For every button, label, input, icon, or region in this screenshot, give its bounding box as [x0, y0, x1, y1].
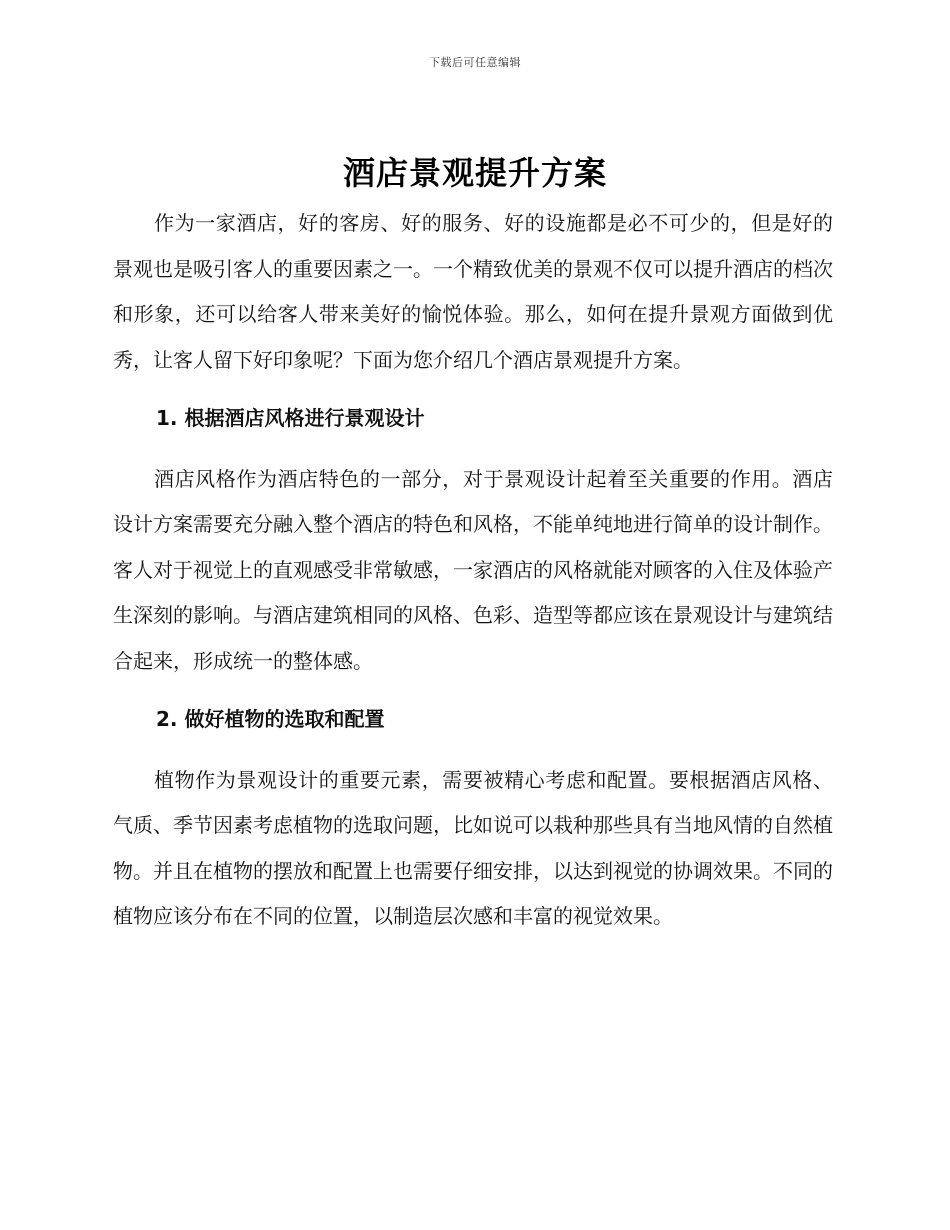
section-2-paragraph: 植物作为景观设计的重要元素，需要被精心考虑和配置。要根据酒店风格、气质、季节因素考虑植物的选取问题，比如说可以栽种那些具有当地风情的自然植物。并且在植物的摆放和配置上也需要仔细安排，以达到视觉的协调效果。不同的植物应该分布在不同的位置，以制造层次感和丰富的视觉效果。 — [113, 767, 833, 928]
section-1-heading: 1. 根据酒店风格进行景观设计 — [156, 406, 425, 430]
document-title: 酒店景观提升方案 — [342, 154, 607, 192]
document-body — [113, 201, 833, 940]
section-2-heading: 2. 做好植物的选取和配置 — [156, 707, 385, 731]
section-1-paragraph: 酒店风格作为酒店特色的一部分，对于景观设计起着至关重要的作用。酒店设计方案需要充分融入整个酒店的特色和风格，不能单纯地进行简单的设计制作。客人对于视觉上的直观感受非常敏感，一家酒店的风格就能对顾客的入住及体验产生深刻的影响。与酒店建筑相同的风格、色彩、造型等都应该在景观设计与建筑结合起来，形成统一的整体感。 — [113, 466, 833, 673]
intro-paragraph: 作为一家酒店，好的客房、好的服务、好的设施都是必不可少的，但是好的景观也是吸引客人的重要因素之一。一个精致优美的景观不仅可以提升酒店的档次和形象，还可以给客人带来美好的愉悦体验。那么，如何在提升景观方面做到优秀，让客人留下好印象呢？下面为您介绍几个酒店景观提升方案。 — [113, 211, 833, 372]
page-header-note: 下载后可任意编辑 — [429, 56, 521, 69]
